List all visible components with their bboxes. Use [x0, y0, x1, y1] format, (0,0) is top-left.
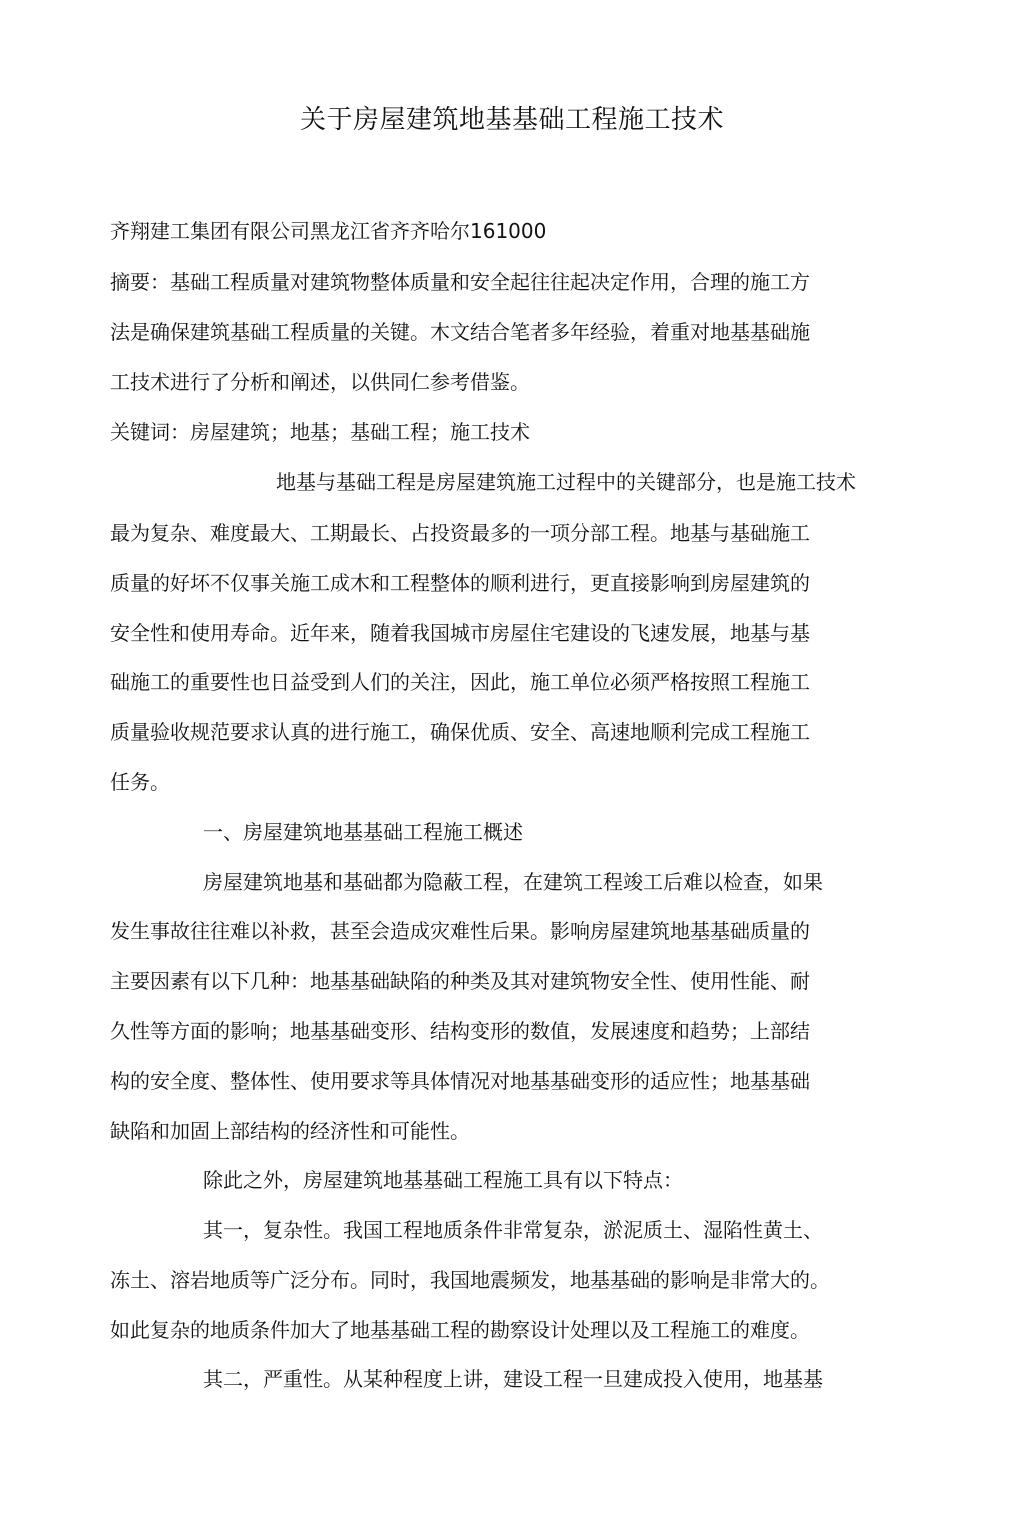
intro-line: 质量的好坏不仅事关施工成木和工程整体的顺利进行，更直接影响到房屋建筑的 — [110, 571, 810, 595]
intro-line: 地基与基础工程是房屋建筑施工过程中的关键部分，也是施工技术 — [276, 470, 856, 494]
abstract-line: 摘要：基础工程质量对建筑物整体质量和安全起往往起决定作用，合理的施工方 — [110, 270, 810, 294]
feature-line: 其一，复杂性。我国工程地质条件非常复杂，淤泥质土、湿陷性黄土、 — [203, 1218, 823, 1242]
section-line: 主要因素有以下几种：地基基础缺陷的种类及其对建筑物安全性、使用性能、耐 — [110, 969, 810, 993]
section-line: 房屋建筑地基和基础都为隐蔽工程，在建筑工程竣工后难以检查，如果 — [203, 870, 823, 894]
section-heading: 一、房屋建筑地基基础工程施工概述 — [203, 820, 523, 844]
affiliation: 齐翔建工集团有限公司黑龙江省齐齐哈尔161000 — [110, 219, 547, 243]
section-line: 缺陷和加固上部结构的经济性和可能性。 — [110, 1119, 470, 1143]
feature-line: 冻土、溶岩地质等广泛分布。同时，我国地震频发，地基基础的影响是非常大的。 — [110, 1268, 830, 1292]
feature-line: 如此复杂的地质条件加大了地基基础工程的勘察设计处理以及工程施工的难度。 — [110, 1318, 810, 1342]
intro-line: 安全性和使用寿命。近年来，随着我国城市房屋住宅建设的飞速发展，地基与基 — [110, 621, 810, 645]
section-line: 构的安全度、整体性、使用要求等具体情况对地基基础变形的适应性；地基基础 — [110, 1069, 810, 1093]
intro-line: 础施工的重要性也日益受到人们的关注，因此，施工单位必须严格按照工程施工 — [110, 670, 810, 694]
intro-line: 任务。 — [110, 770, 170, 794]
abstract-line: 法是确保建筑基础工程质量的关键。木文结合笔者多年经验，着重对地基基础施 — [110, 320, 810, 344]
section-line: 发生事故往往难以补救，甚至会造成灾难性后果。影响房屋建筑地基基础质量的 — [110, 919, 810, 943]
page-title: 关于房屋建筑地基基础工程施工技术 — [299, 105, 724, 135]
intro-line: 质量验收规范要求认真的进行施工，确保优质、安全、高速地顺利完成工程施工 — [110, 720, 810, 744]
features-intro: 除此之外，房屋建筑地基基础工程施工具有以下特点： — [203, 1168, 683, 1192]
abstract-line: 工技术进行了分析和阐述，以供同仁参考借鉴。 — [110, 370, 530, 394]
section-line: 久性等方面的影响；地基基础变形、结构变形的数值，发展速度和趋势；上部结 — [110, 1019, 810, 1043]
keywords: 关键词：房屋建筑；地基；基础工程；施工技术 — [110, 420, 530, 444]
feature-line: 其二，严重性。从某种程度上讲，建设工程一旦建成投入使用，地基基 — [203, 1367, 823, 1391]
intro-line: 最为复杂、难度最大、工期最长、占投资最多的一项分部工程。地基与基础施工 — [110, 521, 810, 545]
